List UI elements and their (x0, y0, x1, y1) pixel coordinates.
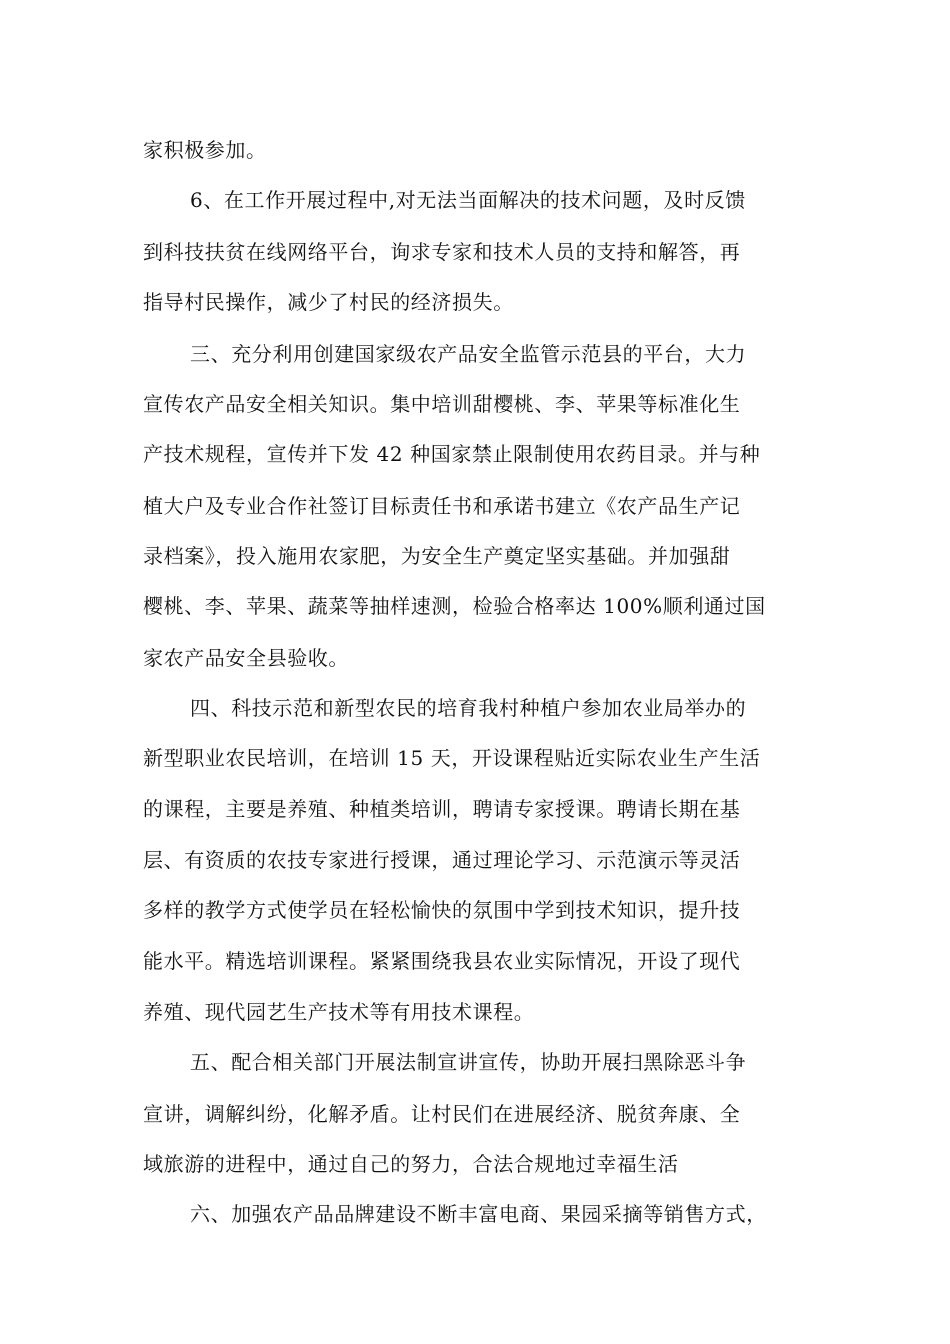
text-line: 家农产品安全县验收。 (143, 646, 349, 670)
text-line: 多样的教学方式使学员在轻松愉快的氛围中学到技术知识，提升技 (143, 898, 741, 922)
text-line: 养殖、现代园艺生产技术等有用技术课程。 (143, 1000, 535, 1024)
text-line: 樱桃、李、苹果、蔬菜等抽样速测，检验合格率达 100%顺利通过国 (143, 594, 766, 618)
paragraph-four-start: 四、科技示范和新型农民的培育我村种植户参加农业局举办的 (190, 696, 747, 720)
text-line: 到科技扶贫在线网络平台，询求专家和技术人员的支持和解答，再 (143, 240, 741, 264)
text-line: 植大户及专业合作社签订目标责任书和承诺书建立《农产品生产记 (143, 494, 741, 518)
paragraph-6-start: 6、在工作开展过程中,对无法当面解决的技术问题，及时反馈 (190, 188, 746, 212)
text-line: 新型职业农民培训，在培训 15 天，开设课程贴近实际农业生产生活 (143, 746, 761, 770)
text-line: 指导村民操作，减少了村民的经济损失。 (143, 290, 514, 314)
text-line: 产技术规程，宣传并下发 42 种国家禁止限制使用农药目录。并与种 (143, 442, 761, 466)
text-line: 家积极参加。 (143, 138, 267, 162)
paragraph-six-start: 六、加强农产品品牌建设不断丰富电商、果园采摘等销售方式， (190, 1202, 767, 1226)
text-line: 层、有资质的农技专家进行授课，通过理论学习、示范演示等灵活 (143, 848, 741, 872)
text-line: 宣传农产品安全相关知识。集中培训甜樱桃、李、苹果等标准化生 (143, 392, 741, 416)
paragraph-five-start: 五、配合相关部门开展法制宣讲宣传，协助开展扫黑除恶斗争 (190, 1050, 747, 1074)
text-line: 域旅游的进程中，通过自己的努力，合法合规地过幸福生活 (143, 1152, 679, 1176)
paragraph-three-start: 三、充分利用创建国家级农产品安全监管示范县的平台，大力 (190, 342, 747, 366)
text-line: 宣讲，调解纠纷，化解矛盾。让村民们在进展经济、脱贫奔康、全 (143, 1102, 741, 1126)
text-line: 能水平。精选培训课程。紧紧围绕我县农业实际情况，开设了现代 (143, 949, 741, 973)
text-line: 的课程，主要是养殖、种植类培训，聘请专家授课。聘请长期在基 (143, 797, 741, 821)
text-line: 录档案》，投入施用农家肥，为安全生产奠定坚实基础。并加强甜 (143, 544, 731, 568)
